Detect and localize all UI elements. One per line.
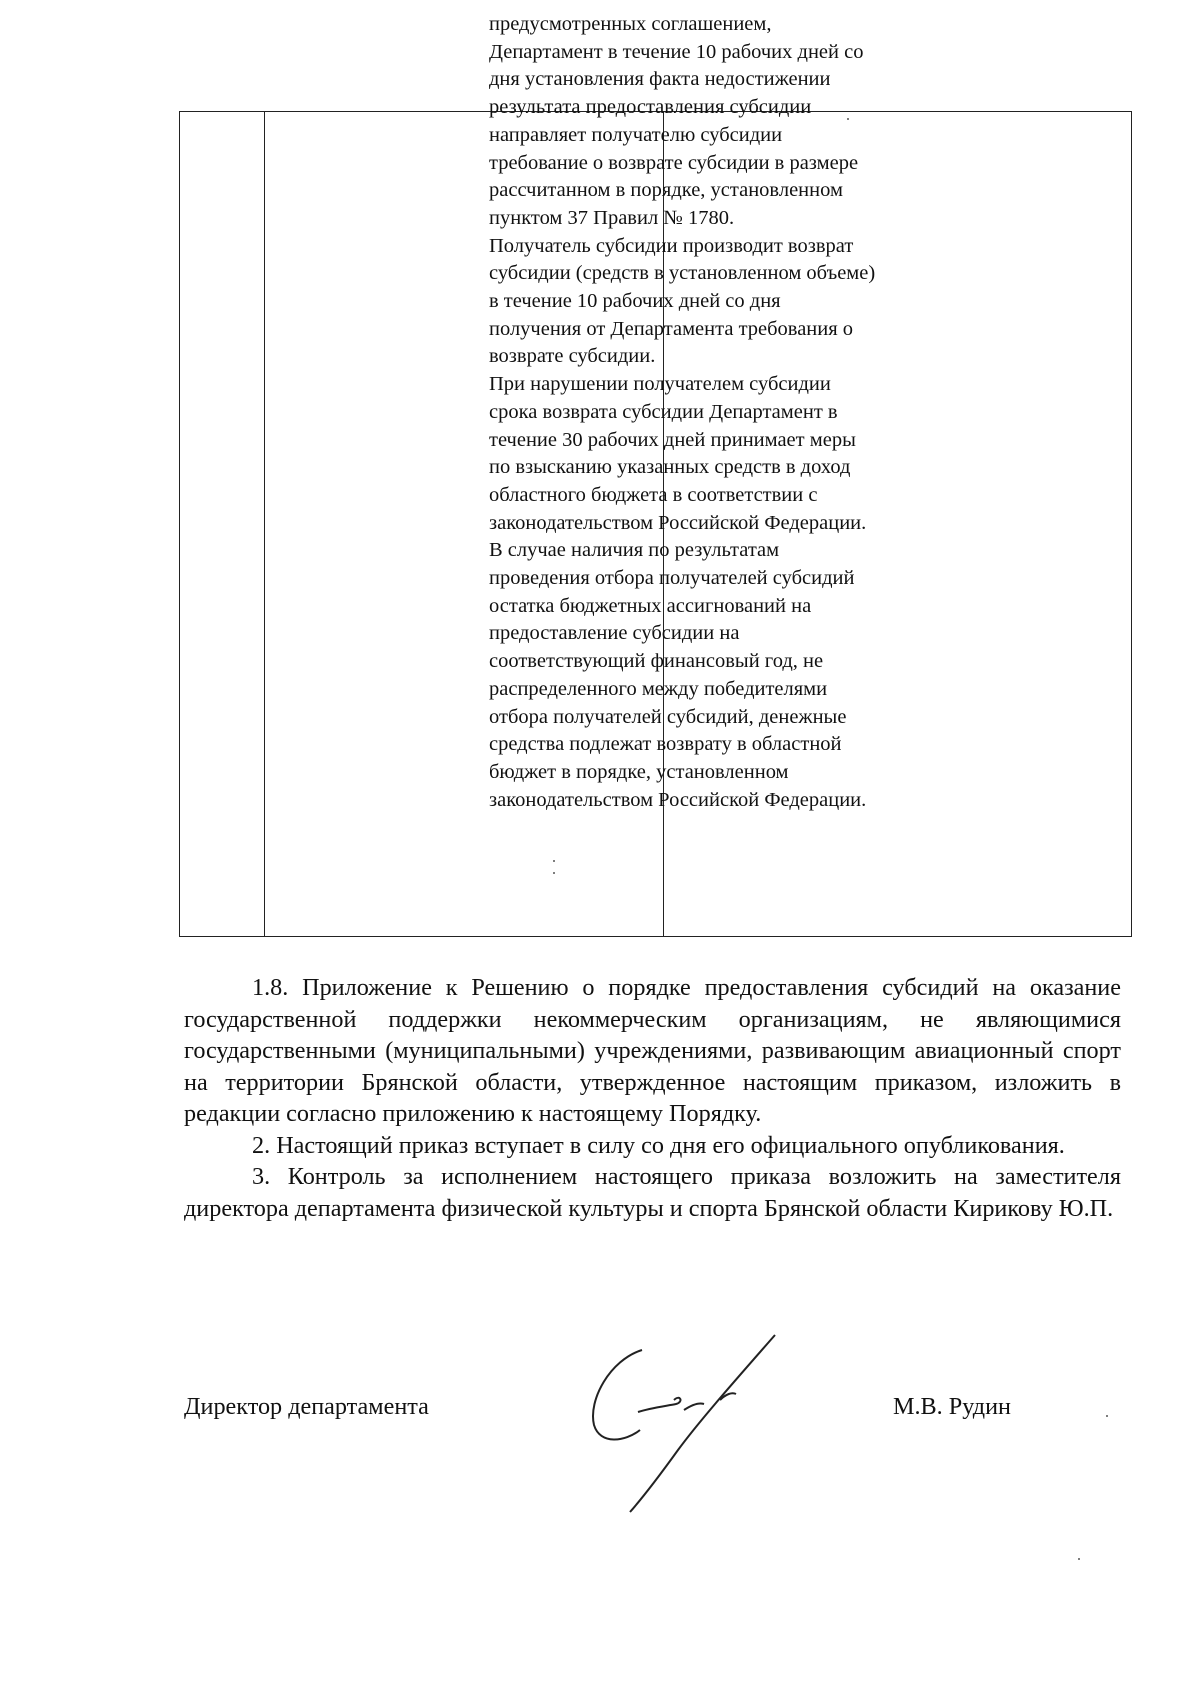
cell-line: распределенного между победителями	[489, 677, 828, 700]
cell-line: проведения отбора получателей субсидий	[489, 567, 855, 590]
cell-line: законодательством Российской Федерации.	[489, 511, 867, 534]
cell-line: в течение 10 рабочих дней со дня	[489, 290, 781, 313]
cell-line: При нарушении получателем субсидии	[489, 373, 831, 396]
cell-line: предоставление субсидии на	[489, 622, 740, 645]
table-right-cell	[489, 11, 949, 814]
cell-line: Получатель субсидии производит возврат	[489, 234, 854, 257]
cell-line: соответствующий финансовый год, не	[489, 650, 824, 673]
cell-line: возврате субсидии.	[489, 345, 656, 368]
cell-line: Департамент в течение 10 рабочих дней со	[489, 40, 864, 63]
scan-speck	[847, 118, 849, 120]
paragraph-3: 3. Контроль за исполнением настоящего приказа возложить на заместителя директора департамента физической культуры и спорта Брянской области Кирикову Ю.П.	[184, 1163, 1121, 1222]
cell-line: по взысканию указанных средств в доход	[489, 456, 851, 479]
cell-line: срока возврата субсидии Департамент в	[489, 400, 838, 423]
signatory-title: Директор департамента	[184, 1393, 429, 1420]
paragraph-2: 2. Настоящий приказ вступает в силу со дня его официального опубликования.	[252, 1131, 1065, 1159]
cell-line: рассчитанном в порядке, установленном	[489, 179, 843, 202]
cell-line: субсидии (средств в установленном объеме)	[489, 262, 876, 285]
handwritten-signature	[580, 1330, 800, 1520]
order-body	[184, 972, 1121, 1224]
signatory-name: М.В. Рудин	[893, 1393, 1011, 1420]
scan-speck	[1078, 1558, 1080, 1560]
cell-line: требование о возврате субсидии в размере	[489, 151, 859, 174]
cell-line: предусмотренных соглашением,	[489, 13, 772, 35]
cell-line: пунктом 37 Правил № 1780.	[489, 206, 735, 229]
cell-line: направляет получателю субсидии	[489, 123, 783, 146]
cell-line: В случае наличия по результатам	[489, 539, 780, 562]
cell-line: остатка бюджетных ассигнований на	[489, 594, 812, 617]
cell-line: средства подлежат возврату в областной	[489, 733, 842, 756]
cell-line: бюджет в порядке, установленном	[489, 760, 789, 783]
cell-line: отбора получателей субсидий, денежные	[489, 705, 847, 728]
cell-line: областного бюджета в соответствии с	[489, 483, 818, 506]
paragraph-1-8: 1.8. Приложение к Решению о порядке предоставления субсидий на оказание государственной поддержки некоммерческим организациям, не являющимися государственными (муниципальными) учреждениями, развивающим авиационный спорт на территории Брянской области, утвержденное настоящим приказом, изложить в редакции согласно приложению к настоящему Порядку.	[184, 974, 1121, 1127]
cell-line: получения от Департамента требования о	[489, 317, 854, 340]
scan-speck	[553, 872, 555, 874]
cell-line: законодательством Российской Федерации.	[489, 788, 867, 811]
table-column-divider-1	[264, 112, 265, 936]
cell-line: дня установления факта недостижении	[489, 68, 831, 91]
cell-line: результата предоставления субсидии	[489, 96, 812, 119]
scan-speck	[1106, 1415, 1108, 1417]
cell-line: течение 30 рабочих дней принимает меры	[489, 428, 856, 451]
scan-speck	[553, 860, 555, 862]
